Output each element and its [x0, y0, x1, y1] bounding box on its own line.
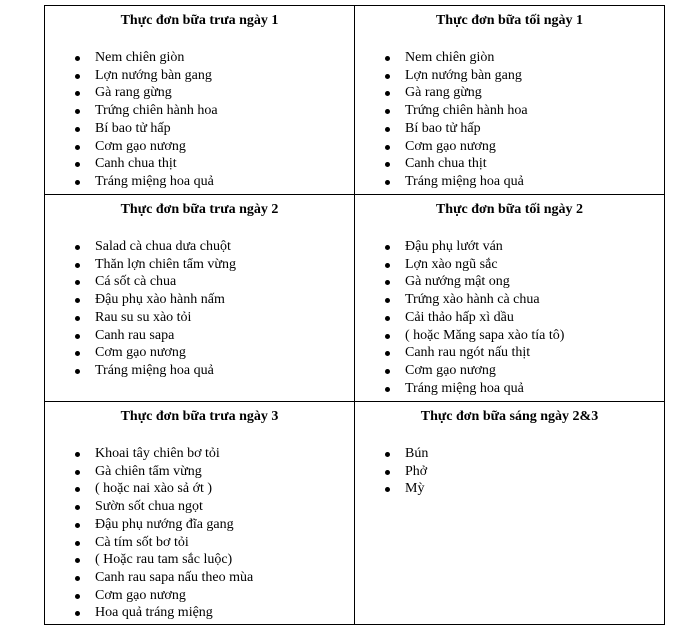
dish-item	[75, 480, 354, 498]
dish-label: Canh chua thịt	[95, 156, 177, 172]
dish-label: Bí bao tử hấp	[405, 120, 481, 136]
bullet-icon	[75, 558, 80, 563]
bullet-icon	[75, 487, 80, 492]
dish-item	[385, 291, 664, 309]
bullet-icon	[385, 74, 390, 79]
dish-item	[75, 256, 354, 274]
dish-label: Trứng xào hành cà chua	[405, 292, 540, 308]
dish-item	[75, 587, 354, 605]
table-row	[45, 195, 665, 402]
dish-label: Tráng miệng hoa quả	[95, 173, 214, 189]
menu-title: Thực đơn bữa tối ngày 1	[435, 13, 584, 28]
dish-item	[385, 362, 664, 380]
bullet-icon	[385, 316, 390, 321]
bullet-icon	[75, 576, 80, 581]
dish-label: Trứng chiên hành hoa	[95, 103, 218, 119]
bullet-icon	[75, 523, 80, 528]
bullet-icon	[75, 162, 80, 167]
bullet-icon	[385, 334, 390, 339]
dish-label: Gà nướng mật ong	[405, 274, 510, 290]
menu-title: Thực đơn bữa trưa ngày 2	[120, 202, 279, 217]
bullet-icon	[75, 369, 80, 374]
dish-label: Salad cà chua dưa chuột	[95, 239, 231, 254]
menu-table	[44, 5, 665, 625]
dish-label: Nem chiên giòn	[95, 50, 185, 65]
dish-label: Cơm gạo nương	[405, 138, 496, 154]
bullet-icon	[385, 91, 390, 96]
dish-item	[385, 155, 664, 173]
dish-item	[385, 238, 664, 256]
dish-item	[75, 120, 354, 138]
dish-item	[385, 67, 664, 85]
bullet-icon	[75, 452, 80, 457]
bullet-icon	[385, 109, 390, 114]
dish-label: Canh rau ngót nấu thịt	[405, 345, 531, 361]
bullet-icon	[385, 56, 390, 61]
dish-item	[385, 309, 664, 327]
menu-title: Thực đơn bữa sáng ngày 2&3	[420, 409, 599, 424]
dish-item	[75, 327, 354, 345]
bullet-icon	[75, 334, 80, 339]
bullet-icon	[385, 162, 390, 167]
bullet-icon	[75, 74, 80, 79]
dish-label: Cơm gạo nương	[405, 362, 496, 378]
dish-list	[45, 49, 354, 191]
dish-label: Phở	[405, 463, 428, 479]
table-row	[45, 402, 665, 625]
bullet-icon	[75, 109, 80, 114]
menu-cell	[45, 6, 355, 195]
dish-item	[75, 309, 354, 327]
bullet-icon	[385, 470, 390, 475]
dish-item	[75, 569, 354, 587]
dish-label: Nem chiên giòn	[405, 50, 495, 65]
dish-item	[75, 138, 354, 156]
dish-label: ( hoặc Măng sapa xào tía tô)	[405, 327, 565, 343]
dish-label: Cà tím sốt bơ tỏi	[95, 534, 189, 550]
bullet-icon	[75, 541, 80, 546]
dish-item	[385, 273, 664, 291]
bullet-icon	[75, 351, 80, 356]
dish-item	[75, 344, 354, 362]
bullet-icon	[75, 280, 80, 285]
bullet-icon	[385, 298, 390, 303]
dish-label: Cá sốt cà chua	[95, 274, 177, 290]
dish-list	[45, 445, 354, 622]
dish-label: Gà chiên tẩm vừng	[95, 463, 202, 479]
bullet-icon	[75, 245, 80, 250]
menu-cell	[355, 6, 665, 195]
bullet-icon	[75, 145, 80, 150]
dish-label: ( Hoặc rau tam sắc luộc)	[95, 552, 233, 568]
bullet-icon	[75, 91, 80, 96]
dish-item	[75, 102, 354, 120]
bullet-icon	[385, 452, 390, 457]
dish-item	[75, 49, 354, 67]
dish-label: Gà rang gừng	[405, 85, 482, 101]
menu-cell	[45, 195, 355, 402]
table-row	[45, 6, 665, 195]
dish-item	[385, 49, 664, 67]
dish-label: Tráng miệng hoa quả	[405, 380, 524, 396]
dish-item	[385, 327, 664, 345]
dish-item	[75, 362, 354, 380]
dish-label: Đậu phụ lướt ván	[405, 239, 503, 254]
dish-label: Bún	[405, 446, 429, 461]
dish-item	[385, 445, 664, 463]
dish-item	[75, 155, 354, 173]
bullet-icon	[385, 180, 390, 185]
bullet-icon	[75, 594, 80, 599]
bullet-icon	[75, 611, 80, 616]
dish-label: Tráng miệng hoa quả	[95, 362, 214, 378]
bullet-icon	[385, 387, 390, 392]
dish-list	[45, 238, 354, 380]
dish-list	[355, 238, 664, 397]
bullet-icon	[385, 145, 390, 150]
bullet-icon	[75, 298, 80, 303]
dish-item	[385, 84, 664, 102]
dish-label: ( hoặc nai xào sả ớt )	[95, 481, 213, 497]
dish-label: Bí bao tử hấp	[95, 120, 171, 136]
dish-item	[385, 256, 664, 274]
dish-item	[75, 604, 354, 622]
dish-label: Lợn xào ngũ sắc	[405, 256, 498, 272]
bullet-icon	[385, 263, 390, 268]
dish-label: Cải thảo hấp xì dầu	[405, 309, 514, 325]
menu-cell	[355, 195, 665, 402]
dish-item	[385, 120, 664, 138]
bullet-icon	[75, 470, 80, 475]
dish-label: Lợn nướng bàn gang	[95, 67, 212, 83]
dish-label: Thăn lợn chiên tẩm vừng	[95, 256, 236, 272]
dish-label: Hoa quả tráng miệng	[95, 605, 213, 621]
dish-label: Khoai tây chiên bơ tỏi	[95, 446, 220, 461]
dish-label: Đậu phụ nướng đĩa gang	[95, 516, 234, 532]
menu-title: Thực đơn bữa tối ngày 2	[435, 202, 584, 217]
bullet-icon	[385, 245, 390, 250]
dish-item	[75, 551, 354, 569]
dish-list	[355, 445, 664, 498]
bullet-icon	[75, 180, 80, 185]
dish-label: Trứng chiên hành hoa	[405, 103, 528, 119]
dish-item	[385, 480, 664, 498]
dish-label: Cơm gạo nương	[95, 138, 186, 154]
bullet-icon	[385, 487, 390, 492]
dish-label: Lợn nướng bàn gang	[405, 67, 522, 83]
dish-label: Đậu phụ xào hành nấm	[95, 292, 225, 308]
dish-item	[385, 463, 664, 481]
dish-item	[75, 84, 354, 102]
bullet-icon	[385, 127, 390, 132]
dish-label: Tráng miệng hoa quả	[405, 173, 524, 189]
bullet-icon	[75, 263, 80, 268]
dish-item	[75, 445, 354, 463]
dish-item	[75, 516, 354, 534]
dish-item	[75, 534, 354, 552]
dish-item	[385, 380, 664, 398]
bullet-icon	[385, 369, 390, 374]
menu-title: Thực đơn bữa trưa ngày 1	[120, 13, 279, 28]
dish-label: Cơm gạo nương	[95, 345, 186, 361]
dish-item	[75, 463, 354, 481]
dish-label: Rau su su xào tỏi	[95, 309, 192, 325]
dish-item	[75, 273, 354, 291]
dish-item	[75, 498, 354, 516]
dish-item	[75, 173, 354, 191]
dish-list	[355, 49, 664, 191]
bullet-icon	[75, 505, 80, 510]
dish-item	[75, 67, 354, 85]
dish-item	[385, 102, 664, 120]
dish-label: Canh chua thịt	[405, 156, 487, 172]
menu-cell	[45, 402, 355, 625]
dish-item	[385, 138, 664, 156]
dish-label: Canh rau sapa nấu theo mùa	[95, 569, 254, 585]
bullet-icon	[385, 280, 390, 285]
bullet-icon	[75, 316, 80, 321]
dish-item	[385, 344, 664, 362]
dish-label: Sườn sốt chua ngọt	[95, 499, 203, 515]
bullet-icon	[385, 351, 390, 356]
dish-item	[75, 238, 354, 256]
menu-cell	[355, 402, 665, 625]
dish-label: Mỳ	[405, 481, 425, 497]
bullet-icon	[75, 56, 80, 61]
menu-title: Thực đơn bữa trưa ngày 3	[120, 409, 279, 424]
dish-item	[75, 291, 354, 309]
dish-label: Gà rang gừng	[95, 85, 172, 101]
bullet-icon	[75, 127, 80, 132]
dish-label: Cơm gạo nương	[95, 587, 186, 603]
dish-item	[385, 173, 664, 191]
dish-label: Canh rau sapa	[95, 327, 175, 343]
